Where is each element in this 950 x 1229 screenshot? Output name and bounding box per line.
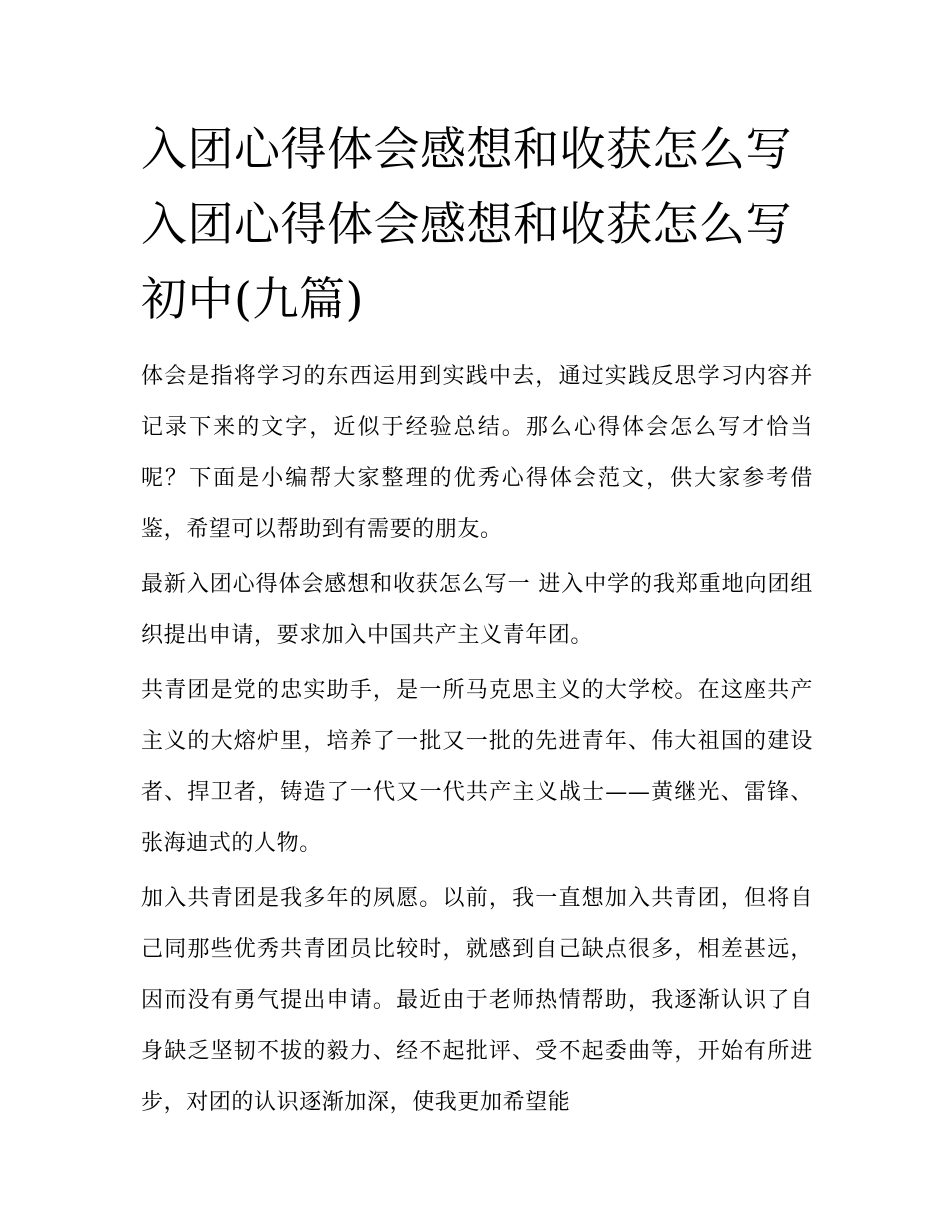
document-title: 入团心得体会感想和收获怎么写 入团心得体会感想和收获怎么写初中(九篇) — [141, 122, 792, 326]
paragraph-intro: 体会是指将学习的东西运用到实践中去，通过实践反思学习内容并记录下来的文字，近似于经验总结。那么心得体会怎么写才恰当呢？下面是小编帮大家整理的优秀心得体会范文，供大家参考借鉴，希望可以帮助到有需要的朋友。 — [141, 364, 813, 542]
paragraph-essay-one-opening: 最新入团心得体会感想和收获怎么写一 进入中学的我郑重地向团组织提出申请，要求加入中国共产主义青年团。 — [141, 572, 813, 648]
document-body — [141, 112, 813, 1132]
paragraph-league-description: 共青团是党的忠实助手，是一所马克思主义的大学校。在这座共产主义的大熔炉里，培养了一批又一批的先进青年、伟大祖国的建设者、捍卫者，铸造了一代又一代共产主义战士——黄继光、雷锋、张海迪式的人物。 — [141, 678, 813, 856]
paragraph-personal-wish: 加入共青团是我多年的夙愿。以前，我一直想加入共青团，但将自己同那些优秀共青团员比较时，就感到自己缺点很多，相差甚远，因而没有勇气提出申请。最近由于老师热情帮助，我逐渐认识了自身缺乏坚韧不拔的毅力、经不起批评、受不起委曲等，开始有所进步，对团的认识逐渐加深，使我更加希望能 — [141, 886, 813, 1115]
